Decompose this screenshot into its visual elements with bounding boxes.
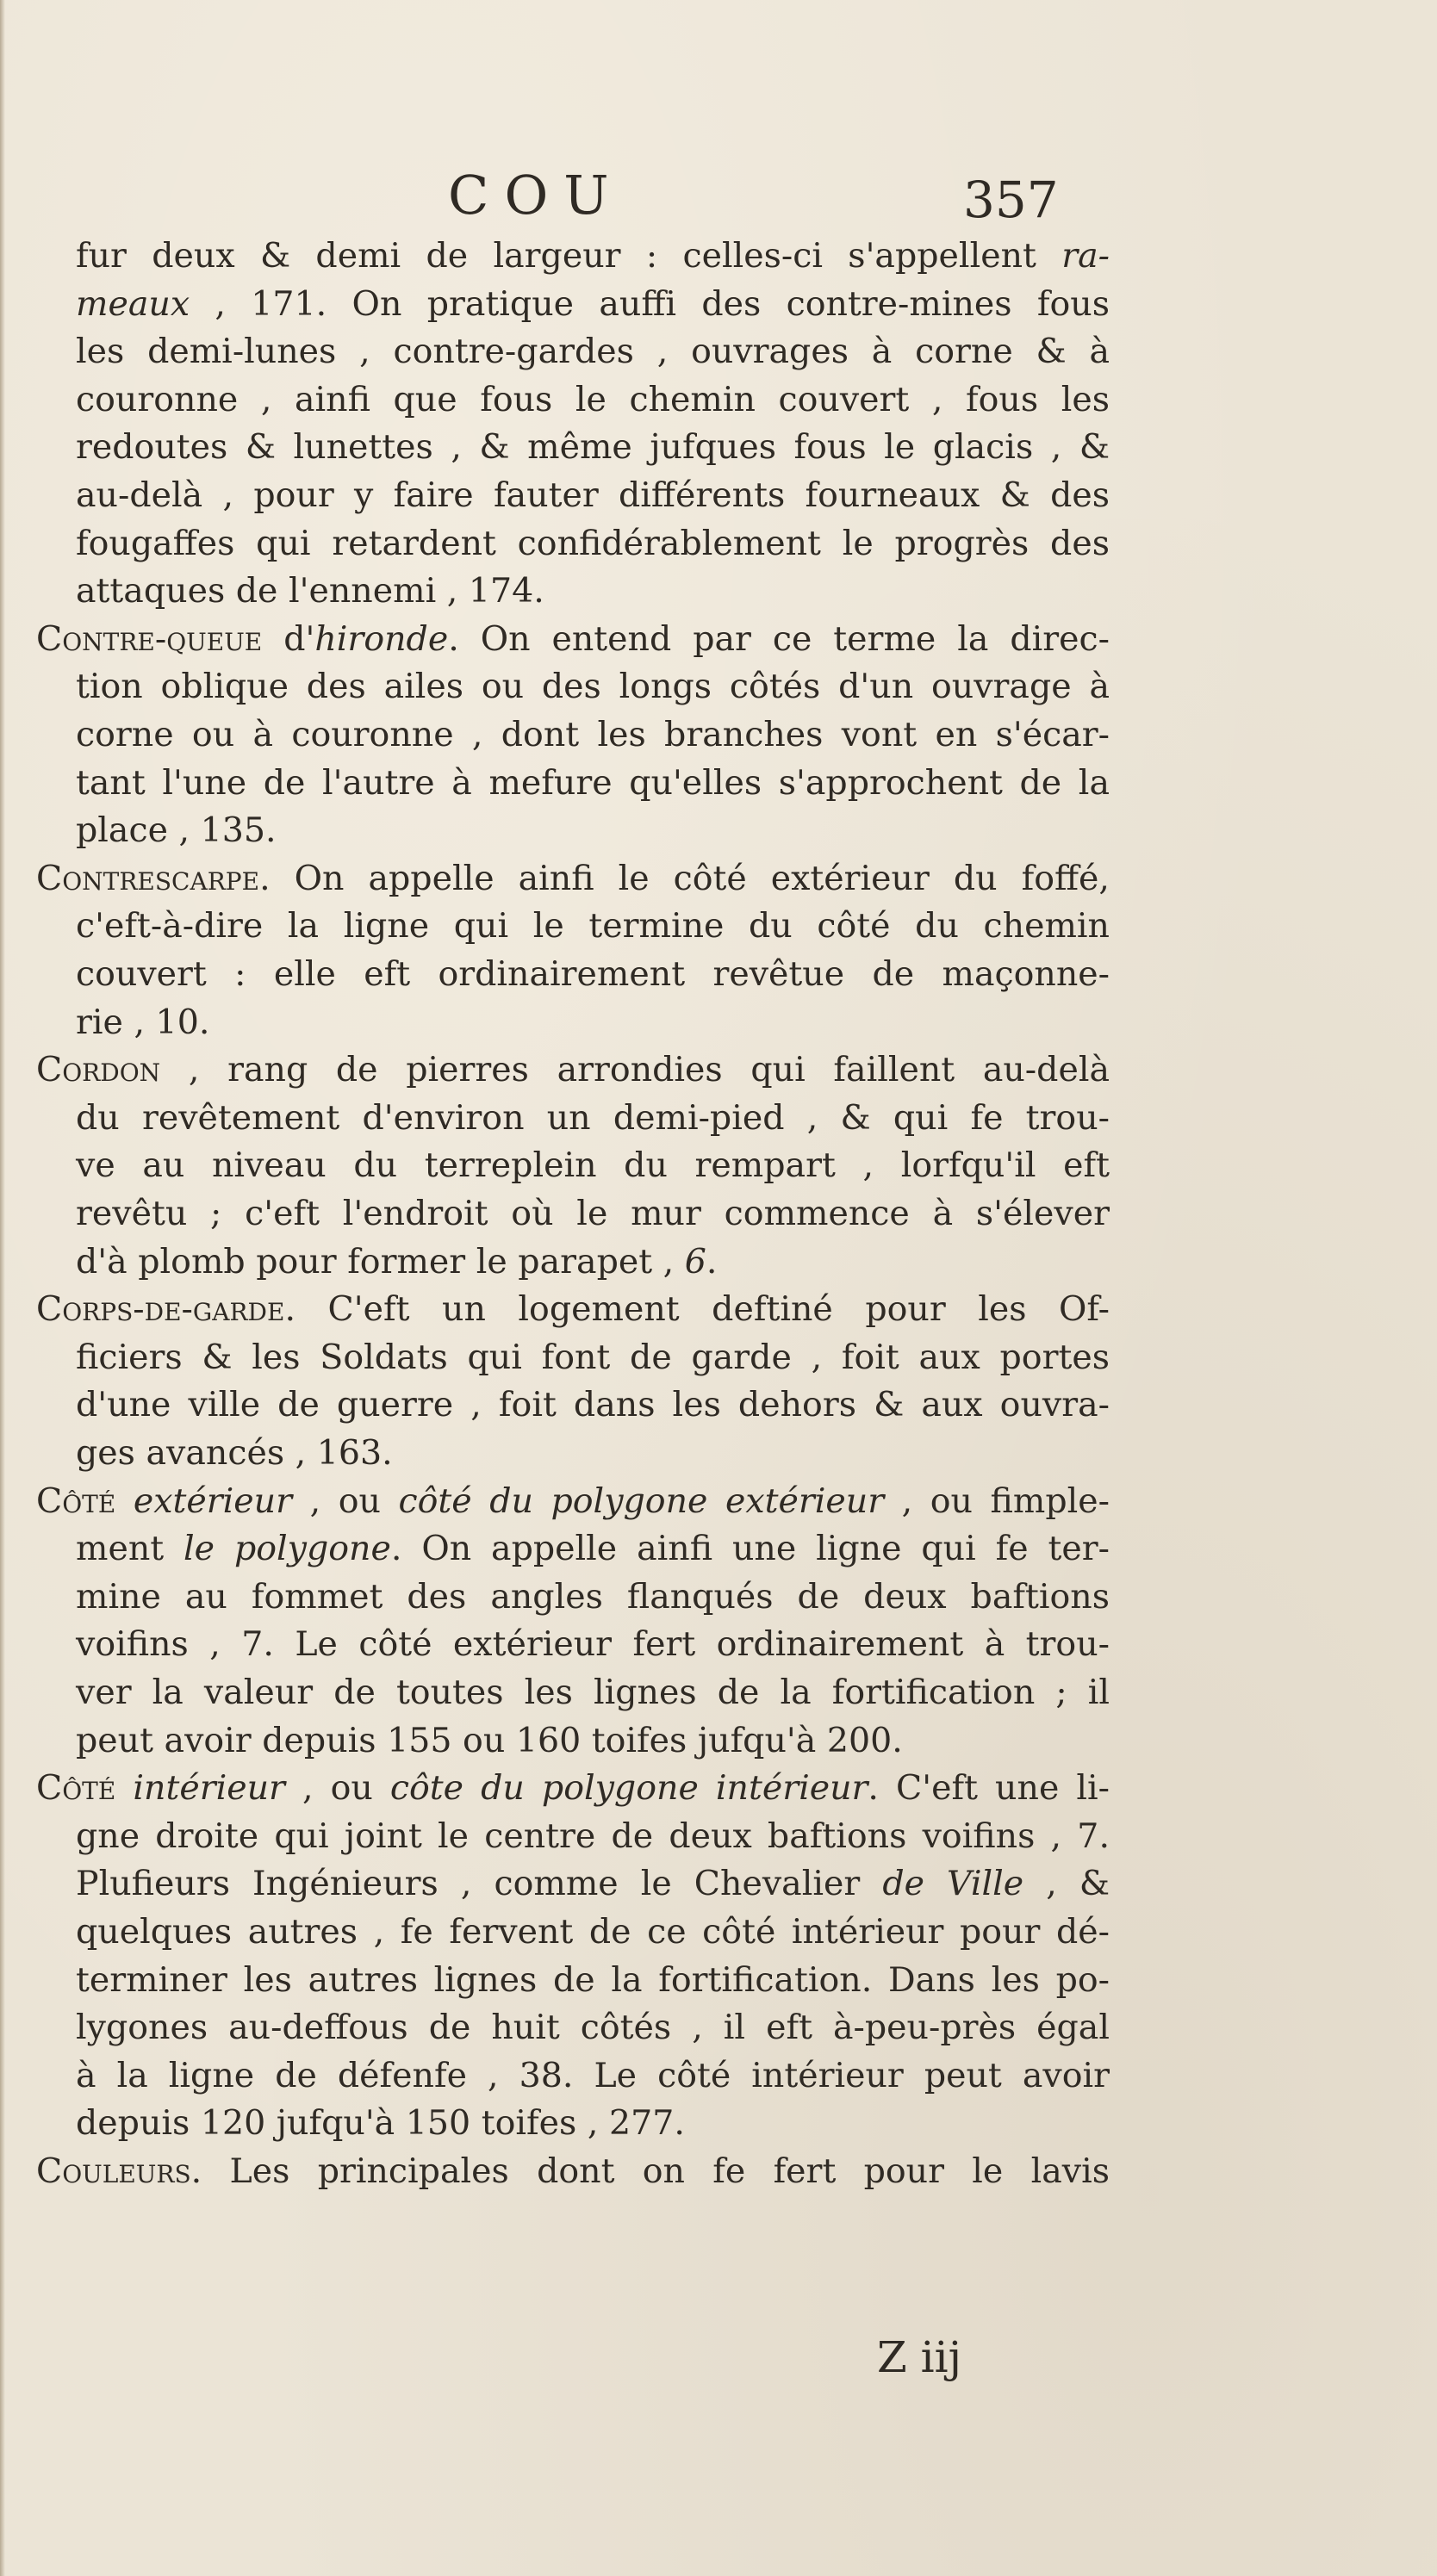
text-line — [76, 1717, 1110, 1766]
text-run: . On appelle ainfi une ligne qui fe ter- — [390, 1529, 1110, 1569]
text-line — [76, 1142, 1110, 1190]
text-run: quelques autres , fe fervent de ce côté intérieur pour dé- — [76, 1912, 1110, 1952]
text-run: peut avoir depuis 155 ou 160 toifes jufqu'à 200. — [76, 1720, 903, 1760]
text-run: du revêtement d'environ un demi-pied , & qui fe trou- — [76, 1097, 1110, 1138]
text-line — [76, 1813, 1110, 1861]
text-run: . Les principales dont on fe fert pour le lavis — [190, 2151, 1110, 2191]
text-run: , 171. On pratique auffi des contre-mines fous — [190, 283, 1110, 324]
text-line — [76, 1860, 1110, 1909]
text-run: revêtu ; c'eft l'endroit où le mur commence à s'élever — [76, 1194, 1110, 1233]
text-line — [76, 2052, 1110, 2101]
entry-heading-line — [36, 1478, 1110, 1526]
entry-term: Contre-queue — [36, 618, 263, 659]
text-run: c'eft-à-dire la ligne qui le termine du côté du chemin — [76, 906, 1110, 947]
text-run — [115, 1768, 133, 1808]
text-run: . On entend par ce terme la direc- — [448, 618, 1110, 659]
text-line — [76, 1574, 1110, 1622]
text-run: couvert : elle eft ordinairement revêtue de maçonne- — [76, 954, 1110, 994]
text-line — [76, 472, 1110, 520]
text-run: voifins , 7. Le côté extérieur fert ordinairement à trou- — [76, 1624, 1110, 1665]
text-run: ges avancés , 163. — [76, 1433, 393, 1473]
text-run: rie , 10. — [76, 1002, 210, 1042]
text-run: tant l'une de l'autre à mefure qu'elles s'approchent de la — [76, 762, 1110, 803]
entry-heading-line — [36, 616, 1110, 664]
italic-text: extérieur — [133, 1480, 292, 1521]
signature-mark: Z iij — [877, 2332, 962, 2382]
text-line — [76, 807, 1110, 855]
text-run: à la ligne de défenfe , 38. Le côté intérieur peut avoir — [76, 2055, 1110, 2095]
italic-text: ra- — [1061, 236, 1110, 276]
text-line — [76, 281, 1110, 329]
entry-term: Corps-de-garde — [36, 1289, 285, 1330]
text-line — [76, 233, 1110, 281]
text-run: attaques de l'ennemi , 174. — [76, 571, 544, 611]
text-run: gne droite qui joint le centre de deux baftions voifins , 7. — [76, 1816, 1110, 1856]
entry-heading-line — [36, 1046, 1110, 1095]
text-line — [76, 328, 1110, 376]
text-run: , ou fimple- — [884, 1480, 1110, 1521]
text-line — [76, 1334, 1110, 1382]
page-edge-shadow — [0, 0, 5, 2576]
text-run: . C'eft une li- — [868, 1768, 1110, 1809]
running-head-title: COU — [448, 164, 625, 227]
text-line — [76, 376, 1110, 425]
text-run: place , 135. — [76, 810, 277, 851]
text-run: les demi-lunes , contre-gardes , ouvrages à corne & à — [76, 332, 1110, 372]
text-run: ficiers & les Soldats qui font de garde , foit aux portes — [76, 1337, 1110, 1377]
text-line — [76, 520, 1110, 568]
entry-term: Couleurs — [36, 2151, 191, 2191]
text-line — [76, 2004, 1110, 2052]
italic-text: côte du polygone intérieur — [389, 1768, 868, 1809]
text-run: mine au fommet des angles flanqués de deux baftions — [76, 1576, 1110, 1617]
italic-text: le polygone — [184, 1529, 391, 1569]
text-line — [76, 1669, 1110, 1717]
text-run — [115, 1481, 134, 1521]
text-run: terminer les autres lignes de la fortification. Dans les po- — [76, 1959, 1110, 2000]
text-run: . On appelle ainfi le côté extérieur du foffé, — [259, 858, 1110, 898]
text-run: , rang de pierres arrondies qui faillent au-delà — [160, 1050, 1110, 1090]
text-line — [76, 903, 1110, 951]
text-run: corne ou à couronne , dont les branches vont en s'écar- — [76, 715, 1110, 754]
italic-text: 6 — [684, 1241, 706, 1282]
text-line — [76, 711, 1110, 760]
text-run: ve au niveau du terreplein du rempart , lorfqu'il eft — [76, 1145, 1110, 1186]
entry-heading-line — [36, 2148, 1110, 2196]
text-line — [76, 760, 1110, 808]
entry-term: Côté — [36, 1768, 116, 1809]
entry-term: Côté — [36, 1480, 116, 1521]
italic-text: de Ville — [882, 1864, 1024, 1904]
text-run: , & — [1023, 1864, 1110, 1904]
text-line — [76, 1525, 1110, 1574]
text-line — [76, 1238, 1110, 1287]
text-line — [76, 1190, 1110, 1238]
text-line — [76, 1621, 1110, 1669]
text-line — [76, 999, 1110, 1047]
text-run: d'à plomb pour former le parapet , — [76, 1241, 685, 1282]
text-line — [76, 1957, 1110, 2005]
text-line — [76, 2100, 1110, 2148]
text-run: . C'eft un logement deftiné pour les Of- — [284, 1289, 1110, 1330]
text-run: Plufieurs Ingénieurs , comme le Chevalier — [76, 1864, 883, 1904]
entry-term: Cordon — [36, 1050, 161, 1090]
text-line — [76, 1381, 1110, 1430]
text-run: . — [706, 1241, 718, 1282]
entry-heading-line — [36, 1286, 1110, 1334]
text-line — [76, 951, 1110, 999]
text-line — [76, 663, 1110, 711]
italic-text: côté du polygone extérieur — [398, 1480, 885, 1521]
text-run: au-delà , pour y faire fauter différents fourneaux & des — [76, 475, 1110, 515]
text-run: d'une ville de guerre , foit dans les dehors & aux ouvra- — [76, 1385, 1110, 1425]
text-line — [76, 568, 1110, 616]
entry-term: Contrescarpe — [36, 858, 260, 898]
text-run: ment — [76, 1529, 184, 1569]
text-run: ver la valeur de toutes les lignes de la fortification ; il — [76, 1673, 1110, 1712]
text-run: redoutes & lunettes , & même jufques fous le glacis , & — [76, 427, 1110, 468]
page-number: 357 — [963, 171, 1059, 229]
text-run: depuis 120 jufqu'à 150 toifes , 277. — [76, 2103, 685, 2144]
text-run: , ou — [292, 1480, 399, 1521]
running-header — [0, 164, 1437, 241]
entry-heading-line — [36, 855, 1110, 903]
text-run: fur deux & demi de largeur : celles-ci s'appellent — [76, 236, 1062, 276]
text-line — [76, 1909, 1110, 1957]
text-line — [76, 424, 1110, 472]
italic-text: hironde — [314, 618, 449, 659]
text-run: fougaffes qui retardent confidérablement le progrès des — [76, 523, 1110, 563]
text-run: tion oblique des ailes ou des longs côtés d'un ouvrage à — [76, 667, 1110, 707]
text-run: couronne , ainfi que fous le chemin couvert , fous les — [76, 379, 1110, 419]
text-run: lygones au-deffous de huit côtés , il eft à-peu-près égal — [76, 2008, 1110, 2048]
text-run: d' — [262, 618, 315, 659]
entry-heading-line — [36, 1765, 1110, 1813]
text-line — [76, 1430, 1110, 1478]
text-run: , ou — [284, 1768, 390, 1809]
italic-text: intérieur — [133, 1768, 285, 1809]
italic-text: meaux — [76, 283, 190, 324]
text-line — [76, 1095, 1110, 1143]
